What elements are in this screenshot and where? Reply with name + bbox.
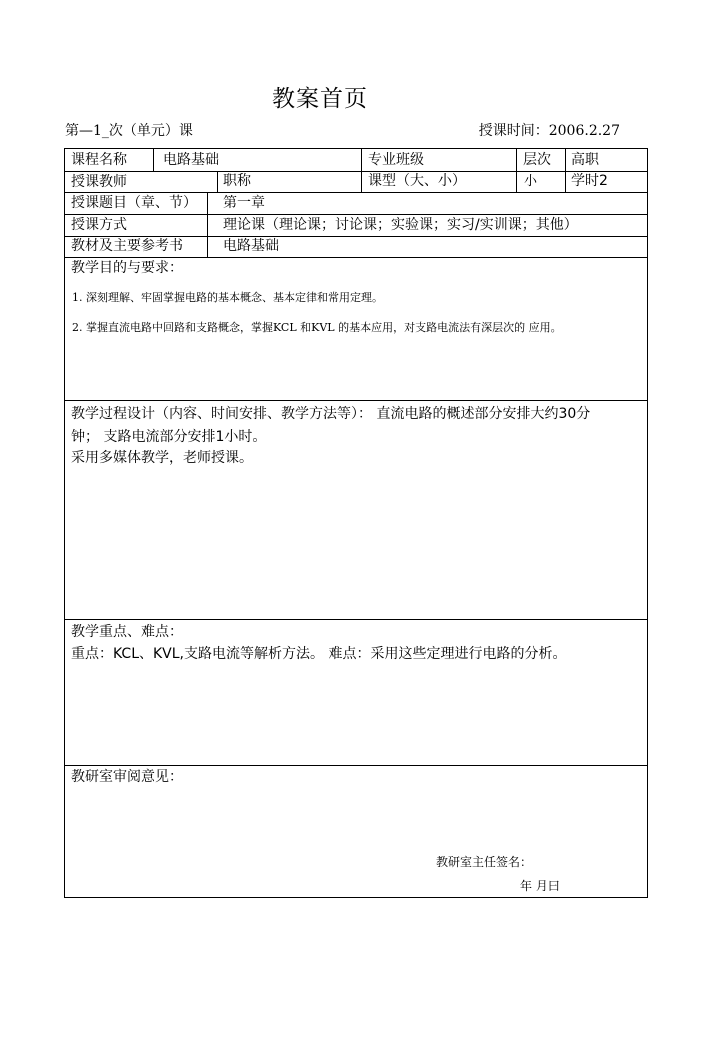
keypoints-label: 教学重点、难点：	[71, 624, 183, 640]
col-divider	[207, 192, 208, 257]
director-signature-label: 教研室主任签名：	[436, 855, 533, 869]
textbook-value: 电路基础	[223, 238, 279, 254]
review-label: 教研室审阅意见：	[71, 769, 183, 785]
section-divider	[65, 765, 647, 766]
process-line: 采用多媒体教学，老师授课。	[71, 450, 253, 466]
objective-item: 1. 深刻理解、牢固掌握电路的基本概念、基本定律和常用定理。	[72, 291, 383, 304]
header-row	[65, 120, 650, 140]
major-class-label: 专业班级	[368, 152, 424, 168]
keypoints-section	[71, 621, 643, 665]
hours-label: 学时2	[571, 173, 608, 189]
session-label: 第—1_次（单元）课	[65, 123, 193, 139]
objectives-section	[71, 258, 643, 336]
col-divider	[217, 171, 218, 192]
objectives-label: 教学目的与要求：	[71, 260, 183, 276]
col-divider	[565, 149, 566, 192]
class-type-value: 小	[524, 174, 538, 189]
row-divider	[65, 171, 647, 172]
course-name-label: 课程名称	[71, 152, 127, 168]
date-line	[479, 120, 620, 140]
date-value: 2006.2.27	[548, 123, 620, 139]
process-line: 教学过程设计（内容、时间安排、教学方法等）： 直流电路的概述部分安排大约30分	[71, 406, 591, 422]
col-divider	[516, 149, 517, 192]
class-type-label: 课型（大、小）	[368, 173, 466, 189]
title-label: 职称	[223, 173, 251, 189]
teacher-label: 授课教师	[71, 174, 127, 190]
level-label: 层次	[523, 152, 551, 168]
process-line: 钟； 支路电流部分安排1小时。	[71, 429, 267, 445]
method-value: 理论课（理论课；讨论课；实验课；实习/实训课；其他）	[223, 217, 578, 233]
keypoints-content: 重点：KCL、KVL,支路电流等解析方法。 难点：采用这些定理进行电路的分析。	[71, 646, 567, 662]
signature-date: 年 月曰	[520, 879, 560, 893]
section-divider	[65, 619, 647, 620]
col-divider	[153, 149, 154, 171]
textbook-label: 教材及主要参考书	[71, 238, 183, 254]
col-divider	[361, 149, 362, 192]
section-divider	[65, 400, 647, 401]
level-value: 高职	[571, 152, 599, 168]
review-section	[71, 767, 643, 788]
lesson-plan-table	[64, 148, 648, 898]
page-title: 教案首页	[272, 86, 368, 112]
date-label: 授课时间：	[478, 123, 549, 139]
topic-value: 第一章	[223, 195, 265, 211]
course-name-value: 电路基础	[163, 152, 219, 168]
objective-item: 2. 掌握直流电路中回路和支路概念，掌握KCL 和KVL 的基本应用，对支路电流法有深层次的 应用。	[72, 321, 562, 334]
method-label: 授课方式	[71, 217, 127, 233]
topic-label: 授课题目（章、节）	[71, 195, 197, 211]
process-section	[71, 403, 643, 468]
